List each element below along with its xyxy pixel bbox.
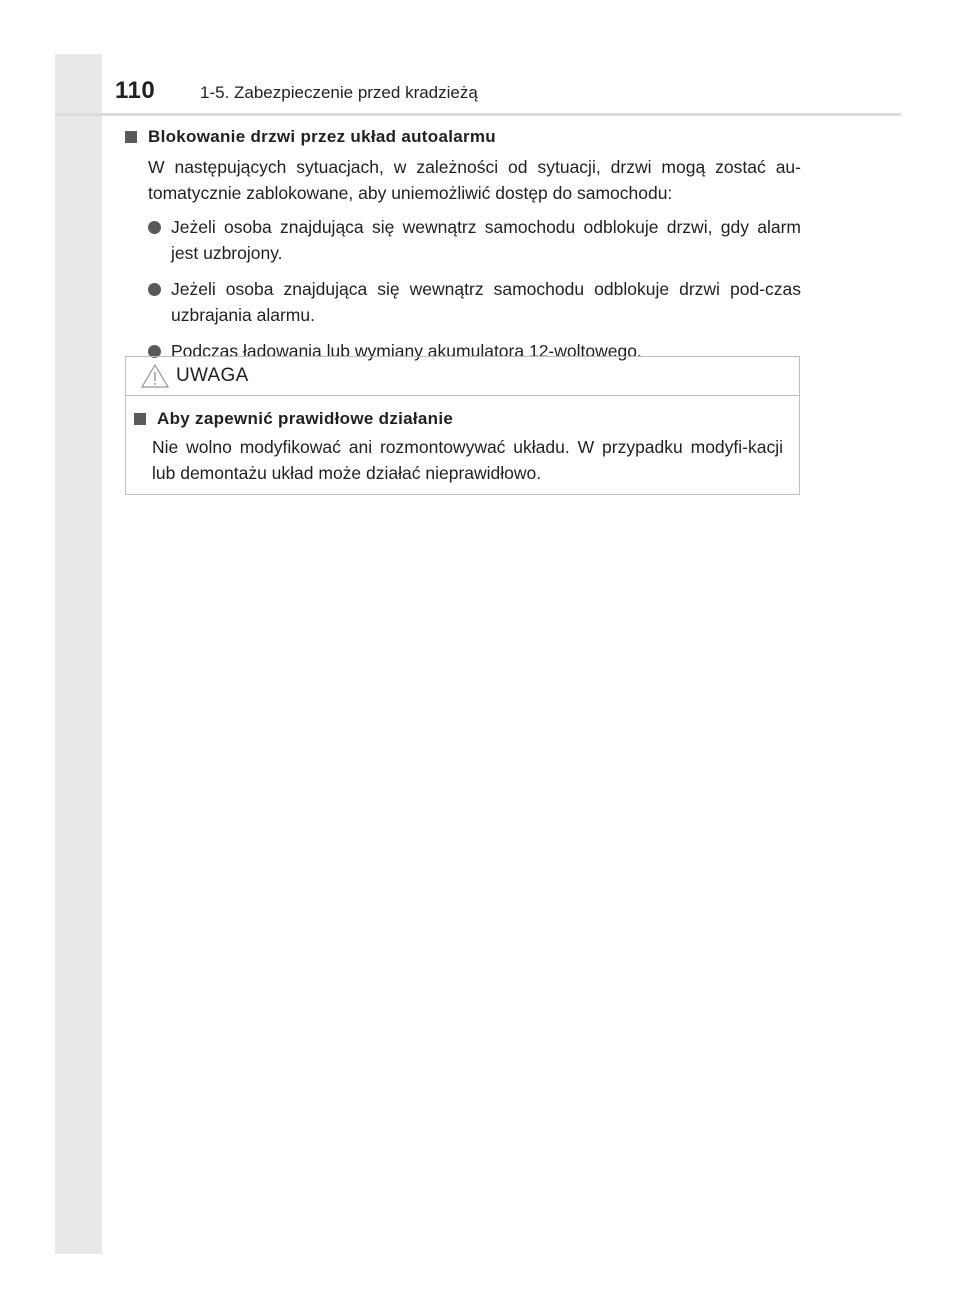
warning-triangle-icon	[140, 363, 170, 389]
list-item-text: Podczas ładowania lub wymiany akumulatora 12-woltowego.	[171, 341, 642, 361]
round-bullet-icon	[148, 283, 161, 296]
warning-text: Nie wolno modyfikować ani rozmontowywać układu. W przypadku modyfi-kacji lub demontażu układ może działać nieprawidłowo.	[152, 437, 783, 483]
list-item-text: Jeżeli osoba znajdująca się wewnątrz samochodu odblokuje drzwi, gdy alarm jest uzbrojony.	[171, 217, 801, 263]
square-bullet-icon	[125, 131, 137, 143]
warning-header	[126, 357, 799, 396]
warning-box	[125, 356, 800, 495]
side-margin-band	[55, 54, 102, 1254]
warning-heading-text: Aby zapewnić prawidłowe działanie	[157, 409, 454, 428]
section-heading-text: Blokowanie drzwi przez układ autoalarmu	[148, 127, 496, 146]
section-intro: W następujących sytuacjach, w zależności od sytuacji, drzwi mogą zostać au-tomatycznie zablokowane, aby uniemożliwić dostęp do samochodu:	[148, 157, 801, 203]
list-item	[148, 276, 801, 328]
list-item	[148, 214, 801, 266]
warning-heading	[134, 408, 783, 430]
list-item-text: Jeżeli osoba znajdująca się wewnątrz samochodu odblokuje drzwi pod-czas uzbrajania alarmu.	[171, 279, 801, 325]
main-content	[125, 124, 801, 374]
bullet-list	[125, 214, 801, 364]
page-header	[55, 54, 901, 116]
round-bullet-icon	[148, 221, 161, 234]
section-heading	[125, 124, 801, 150]
chapter-title: 1-5. Zabezpieczenie przed kradzieżą	[200, 83, 478, 102]
warning-body	[126, 396, 799, 486]
square-bullet-icon	[134, 413, 146, 425]
warning-title: UWAGA	[176, 365, 249, 386]
page-number: 110	[115, 77, 156, 104]
